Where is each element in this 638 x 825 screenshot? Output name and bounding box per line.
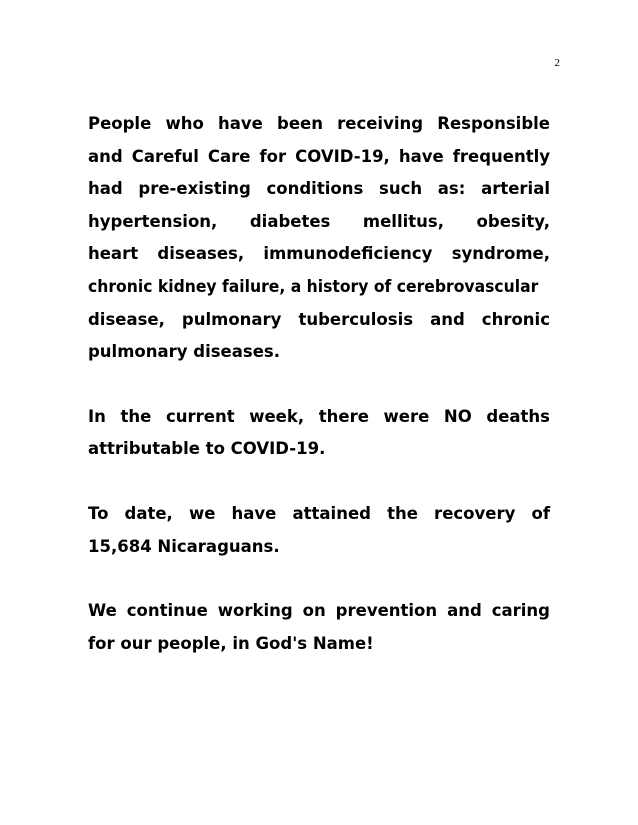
text-line-inner: chronic kidney failure, a history of cerebrovascular <box>88 276 539 296</box>
text-line: To date, we have attained the recovery of <box>88 503 550 523</box>
text-line: disease, pulmonary tuberculosis and chronic <box>88 309 550 329</box>
text-line: had pre-existing conditions such as: arterial <box>88 179 550 199</box>
paragraph-2 <box>88 401 550 466</box>
text-line: 15,684 Nicaraguans. <box>88 536 280 556</box>
text-line <box>88 271 550 304</box>
text-line: People who have been receiving Responsible <box>88 114 550 133</box>
text-line: and Careful Care for COVID-19, have frequently <box>88 146 550 166</box>
text-line: for our people, in God's Name! <box>88 633 374 653</box>
paragraph-1 <box>88 108 550 369</box>
text-line: hypertension, diabetes mellitus, obesity, <box>88 211 550 231</box>
text-line: attributable to COVID-19. <box>88 439 326 459</box>
text-line: pulmonary diseases. <box>88 342 280 362</box>
text-line: We continue working on prevention and caring <box>88 601 550 621</box>
page-number: 2 <box>554 57 560 69</box>
paragraph-4 <box>88 595 550 660</box>
text-line: In the current week, there were NO deaths <box>88 406 550 426</box>
text-line: heart diseases, immunodeficiency syndrome, <box>88 244 550 264</box>
paragraph-3 <box>88 498 550 563</box>
document-body <box>88 108 550 660</box>
